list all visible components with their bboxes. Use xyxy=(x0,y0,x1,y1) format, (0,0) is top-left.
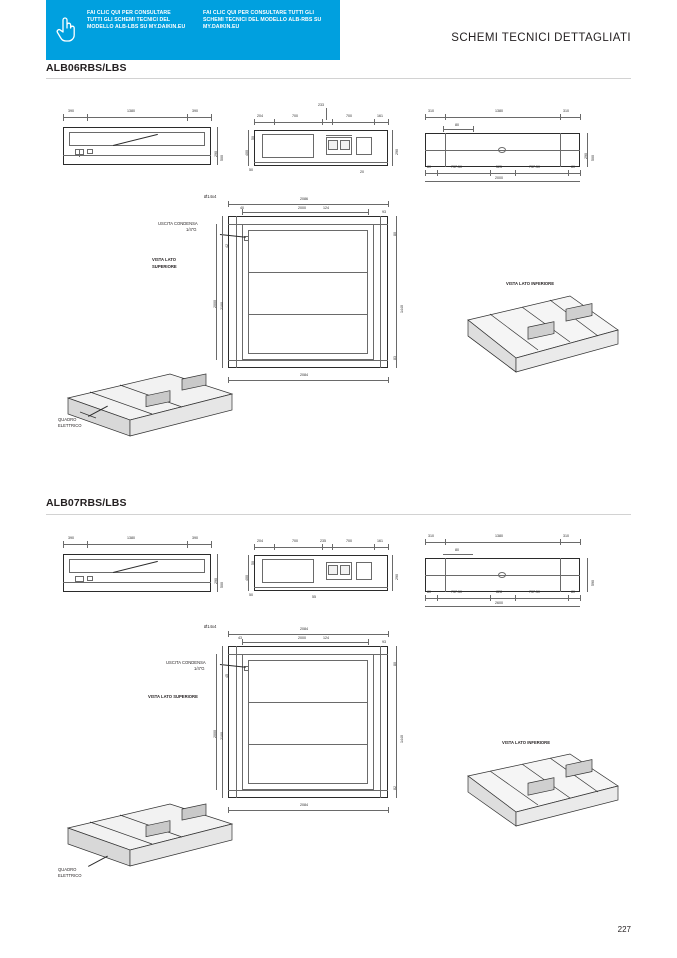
dim-back-310-left: 310 xyxy=(428,109,434,113)
dim-back-290: 290 xyxy=(584,153,588,159)
dim2-back-1380: 1380 xyxy=(495,534,503,538)
dim-plan-124: 124 xyxy=(323,206,329,210)
dim2-side-55: 55 xyxy=(312,595,316,599)
dim-plan-40: 40 xyxy=(240,206,244,210)
drawing-alb06-side-view xyxy=(240,100,400,185)
dim-plan-80: 80 xyxy=(393,232,397,236)
label-alb07-vista-inferiore: VISTA LATO INFERIORE xyxy=(502,740,551,745)
label-alb06-vista-superiore-l1: VISTA LATO xyxy=(152,257,177,262)
drawing-alb06-plan-view xyxy=(200,188,420,388)
dim2-front-390-left: 390 xyxy=(68,536,74,540)
dim2-back-73750-left: 737.50 xyxy=(451,590,462,594)
label-alb06-vista-inferiore: VISTA LATO INFERIORE xyxy=(506,281,555,286)
page-number: 227 xyxy=(617,925,631,934)
dim2-back-310-right: 310 xyxy=(563,534,569,538)
dim-back-2000: 2000 xyxy=(495,176,503,180)
dim-plan-42: 42 xyxy=(225,244,229,248)
dim2-plan-93: 93 xyxy=(382,640,386,644)
drawing-alb07-plan-view xyxy=(200,618,420,818)
drawing-alb07-side-view xyxy=(240,525,400,613)
dim-plan-2100: 2100 xyxy=(220,302,224,310)
dim-front-290: 290 xyxy=(214,151,218,157)
cta-text-alb-rbs: FAI CLIC QUI PER CONSULTARE TUTTI GLI SCHEMI TECNICI DEL MODELLO ALB-RBS SU MY.DAIKIN.EU xyxy=(203,10,322,31)
hand-pointer-icon xyxy=(54,14,78,44)
section-divider-2 xyxy=(46,514,631,515)
dim-plan-2000-left: 2000 xyxy=(213,300,217,308)
drawing-alb06-front-view xyxy=(55,105,224,180)
label-alb07-vista-superiore: VISTA LATO SUPERIORE xyxy=(148,694,198,699)
dim-back-310-right: 310 xyxy=(563,109,569,113)
dim-back-80-right: 80 xyxy=(571,165,575,169)
dim2-side-204: 204 xyxy=(257,539,263,543)
dim2-front-500: 500 xyxy=(220,582,224,588)
dim-plan-93: 93 xyxy=(382,210,386,214)
dim2-back-73750-right: 737.50 xyxy=(529,590,540,594)
dim2-side-700b: 700 xyxy=(346,539,352,543)
dim2-plan-45: 45 xyxy=(225,674,229,678)
dim2-back-590: 590 xyxy=(591,580,595,586)
page-title: SCHEMI TECNICI DETTAGLIATI xyxy=(451,32,631,44)
dim2-plan-2000-left: 2000 xyxy=(213,730,217,738)
label-alb07-quadro-l2: ELETTRICO xyxy=(58,873,82,878)
label-alb07-diameter: Ø14x4 xyxy=(204,624,217,629)
dim-plan-1440: 1440 xyxy=(400,305,404,313)
label-alb07-uscita-condensa-l1: USCITA CONDENSA xyxy=(166,660,206,665)
dim-side-290: 290 xyxy=(395,149,399,155)
dim2-side-50-bottom: 50 xyxy=(249,593,253,597)
drawing-alb07-front-view xyxy=(55,532,224,607)
drawing-alb06-iso-bottom xyxy=(430,288,620,383)
dim-plan-2084: 2084 xyxy=(300,373,308,377)
cta-text-alb-lbs: FAI CLIC QUI PER CONSULTARE TUTTI GLI SCHEMI TECNICI DEL MODELLO ALB-LBS SU MY.DAIKIN.EU xyxy=(87,10,186,31)
drawing-alb07-back-view xyxy=(415,528,600,608)
dim2-side-235: 235 xyxy=(320,539,326,543)
dim2-front-290: 290 xyxy=(214,578,218,584)
dim2-side-50-top: 50 xyxy=(251,561,255,565)
drawing-alb06-iso-top xyxy=(60,368,250,448)
dim-side-50-bottom: 50 xyxy=(249,168,253,172)
dim2-plan-2084-top: 2084 xyxy=(300,627,308,631)
section-divider-1 xyxy=(46,78,631,79)
page-header xyxy=(0,0,677,60)
dim2-back-80-left: 80 xyxy=(427,590,431,594)
dim2-plan-2084-bottom: 2084 xyxy=(300,803,308,807)
dim-front-1380: 1380 xyxy=(127,109,135,113)
label-alb06-vista-superiore-l2: SUPERIORE xyxy=(152,264,177,269)
dim2-back-828: 828 xyxy=(496,590,502,594)
dim-back-1380: 1380 xyxy=(495,109,503,113)
dim-side-50-top: 50 xyxy=(251,136,255,140)
dim2-side-700a: 700 xyxy=(292,539,298,543)
dim2-plan-43: 43 xyxy=(238,636,242,640)
dim-side-20: 20 xyxy=(360,170,364,174)
dim2-plan-2100: 2100 xyxy=(220,732,224,740)
dim2-back-310-left: 310 xyxy=(428,534,434,538)
dim2-plan-80: 80 xyxy=(393,662,397,666)
dim2-side-400: 400 xyxy=(245,575,249,581)
dim-side-233: 233 xyxy=(318,103,324,107)
dim-plan-83: 83 xyxy=(393,356,397,360)
dim-plan-2086: 2086 xyxy=(300,197,308,201)
dim-back-80: 80 xyxy=(455,123,459,127)
cta-block-alb-lbs[interactable] xyxy=(46,0,193,60)
label-alb07-uscita-condensa-l2: 1/4"G xyxy=(194,666,205,671)
label-alb07-quadro-l1: QUADRO xyxy=(58,867,77,872)
dim2-side-290: 290 xyxy=(395,574,399,580)
section-title-alb07: ALB07RBS/LBS xyxy=(46,497,127,509)
dim2-back-2600: 2600 xyxy=(495,601,503,605)
dim-back-73750-right: 737.50 xyxy=(529,165,540,169)
dim2-back-80: 80 xyxy=(455,548,459,552)
dim-front-500: 500 xyxy=(220,155,224,161)
dim-side-400: 400 xyxy=(245,150,249,156)
dim2-side-161: 161 xyxy=(377,539,383,543)
label-alb06-uscita-condensa-l2: 1/4"G xyxy=(186,227,197,232)
dim-front-390-left: 390 xyxy=(68,109,74,113)
dim2-plan-2000: 2000 xyxy=(298,636,306,640)
drawing-alb07-iso-bottom xyxy=(430,748,620,838)
dim2-plan-1440: 1440 xyxy=(400,735,404,743)
dim-side-700a: 700 xyxy=(292,114,298,118)
dim-front-390-right: 390 xyxy=(192,109,198,113)
drawing-alb06-back-view xyxy=(415,103,600,183)
dim-back-525: 525 xyxy=(496,165,502,169)
dim-back-500: 500 xyxy=(591,155,595,161)
label-alb06-diameter: Ø14x4 xyxy=(204,194,217,199)
dim-back-80-left: 80 xyxy=(427,165,431,169)
dim2-plan-82: 82 xyxy=(393,786,397,790)
dim2-front-1380: 1380 xyxy=(127,536,135,540)
dim-back-73750-left: 737.50 xyxy=(451,165,462,169)
dim-side-700b: 700 xyxy=(346,114,352,118)
section-title-alb06: ALB06RBS/LBS xyxy=(46,62,127,74)
dim-side-161: 161 xyxy=(377,114,383,118)
dim-side-204: 204 xyxy=(257,114,263,118)
label-alb06-uscita-condensa-l1: USCITA CONDENSA xyxy=(158,221,198,226)
dim2-plan-124: 124 xyxy=(323,636,329,640)
dim-plan-2000: 2000 xyxy=(298,206,306,210)
cta-block-alb-rbs[interactable] xyxy=(193,0,340,60)
label-alb06-quadro-l2: ELETTRICO xyxy=(58,423,82,428)
dim2-back-80-right: 80 xyxy=(571,590,575,594)
label-alb06-quadro-l1: QUADRO xyxy=(58,417,77,422)
dim2-front-390-right: 390 xyxy=(192,536,198,540)
